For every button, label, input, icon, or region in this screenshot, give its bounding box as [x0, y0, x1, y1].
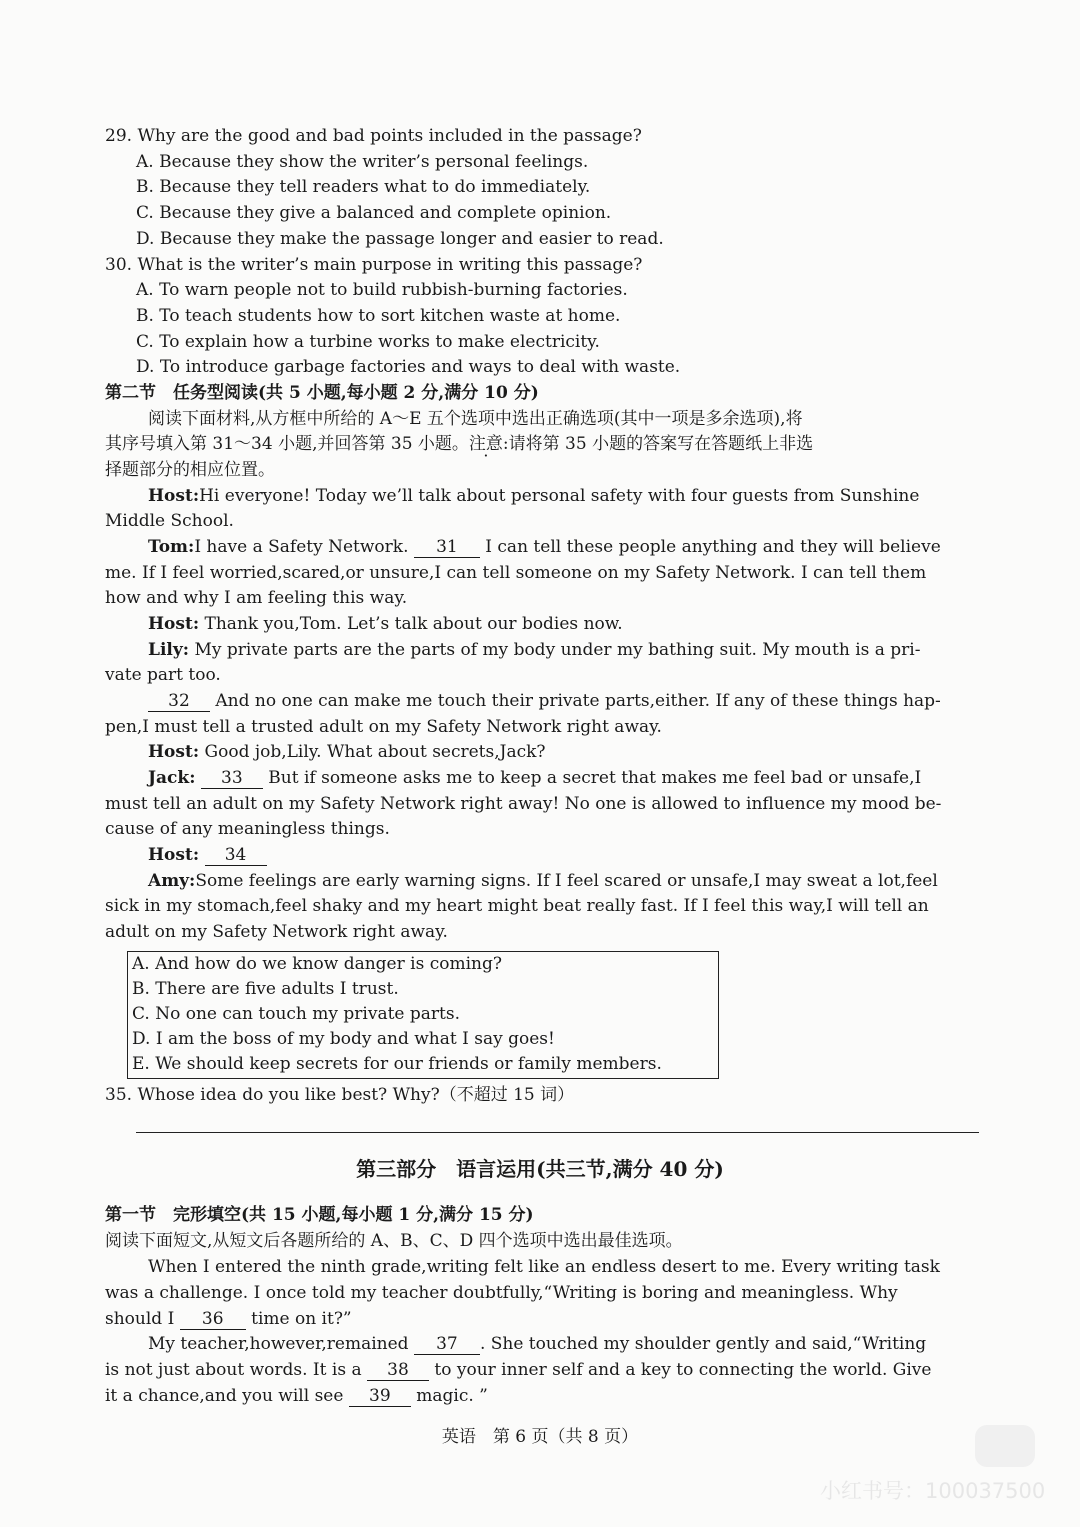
tom-line-2: me. If I feel worried,scared,or unsure,I can tell someone on my Safety Network. I can tell them	[105, 563, 927, 583]
box-option-a: A. And how do we know danger is coming?	[132, 954, 502, 974]
section2-instruction-line3: 择题部分的相应位置。	[105, 460, 275, 480]
lily-line-3: 32 And no one can make me touch their private parts,either. If any of these things hap-	[148, 689, 978, 714]
q29-option-c: C. Because they give a balanced and complete opinion.	[136, 203, 612, 223]
jack-line-2: must tell an adult on my Safety Network right away! No one is allowed to influence my mood be-	[105, 794, 942, 814]
lily-line-1: Lily: My private parts are the parts of my body under my bathing suit. My mouth is a pri-	[148, 640, 921, 660]
watermark: 小红书号：100037500	[820, 1479, 1046, 1503]
host-line-1-cont: Middle School.	[105, 511, 234, 531]
host-line-2: Host: Thank you,Tom. Let’s talk about our bodies now.	[148, 614, 623, 634]
host-line-4: Host: 34	[148, 843, 978, 868]
amy-line-1: Amy:Some feelings are early warning signs. If I feel scared or unsafe,I may sweat a lot,feel	[148, 871, 938, 891]
section2-instruction-line1: 阅读下面材料,从方框中所给的 A～E 五个选项中选出正确选项(其中一项是多余选项),将	[148, 409, 803, 429]
cloze-p1-line2: was a challenge. I once told my teacher doubtfully,“Writing is boring and meaningless. Why	[105, 1283, 898, 1303]
cloze-p1-line1: When I entered the ninth grade,writing felt like an endless desert to me. Every writing task	[148, 1257, 940, 1277]
cloze-p1-line3: should I 36 time on it?”	[105, 1309, 352, 1329]
tom-line-3: how and why I am feeling this way.	[105, 588, 408, 608]
section-divider	[136, 1132, 979, 1133]
part3-title: 第三部分 语言运用(共三节,满分 40 分)	[356, 1157, 724, 1181]
q29-stem: 29. Why are the good and bad points included in the passage?	[105, 126, 642, 146]
host-line-3: Host: Good job,Lily. What about secrets,Jack?	[148, 742, 546, 762]
cloze-p2-line2: is not just about words. It is a 38 to your inner self and a key to connecting the world. Give	[105, 1360, 932, 1380]
q29-option-a: A. Because they show the writer’s personal feelings.	[136, 152, 589, 172]
jack-line-1: Jack: 33 But if someone asks me to keep a secret that makes me feel bad or unsafe,I	[148, 768, 922, 788]
lily-line-4: pen,I must tell a trusted adult on my Safety Network right away.	[105, 717, 662, 737]
page-footer: 英语 第 6 页（共 8 页）	[441, 1427, 639, 1447]
box-option-b: B. There are five adults I trust.	[132, 979, 399, 999]
amy-line-3: adult on my Safety Network right away.	[105, 922, 448, 942]
blank-38[interactable]: 38	[367, 1360, 429, 1381]
q29-option-b: B. Because they tell readers what to do immediately.	[136, 177, 591, 197]
blank-33[interactable]: 33	[201, 768, 263, 789]
cloze-p2-line1: My teacher,however,remained 37 . She touched my shoulder gently and said,“Writing	[148, 1334, 927, 1354]
box-option-d: D. I am the boss of my body and what I say goes!	[132, 1029, 555, 1049]
q35: 35. Whose idea do you like best? Why?（不超过 15 词）	[105, 1085, 575, 1105]
cloze-p2-line3: it a chance,and you will see 39 magic. ”	[105, 1386, 488, 1406]
q30-stem: 30. What is the writer’s main purpose in writing this passage?	[105, 255, 643, 275]
box-option-e: E. We should keep secrets for our friends or family members.	[132, 1054, 662, 1074]
q30-option-c: C. To explain how a turbine works to make electricity.	[136, 332, 600, 352]
q30-option-d: D. To introduce garbage factories and ways to deal with waste.	[136, 357, 681, 377]
amy-line-2: sick in my stomach,feel shaky and my heart might beat really fast. If I feel this way,I will tell an	[105, 896, 929, 916]
blank-37[interactable]: 37	[414, 1334, 480, 1355]
options-box	[127, 951, 719, 1079]
q30-option-b: B. To teach students how to sort kitchen waste at home.	[136, 306, 621, 326]
part3-section1-instruction: 阅读下面短文,从短文后各题所给的 A、B、C、D 四个选项中选出最佳选项。	[105, 1231, 683, 1251]
watermark-logo	[975, 1425, 1035, 1467]
lily-line-2: vate part too.	[105, 665, 221, 685]
q30-option-a: A. To warn people not to build rubbish-burning factories.	[136, 280, 628, 300]
box-option-c: C. No one can touch my private parts.	[132, 1004, 460, 1024]
q29-option-d: D. Because they make the passage longer and easier to read.	[136, 229, 664, 249]
blank-31[interactable]: 31	[414, 537, 480, 558]
part3-section1-heading: 第一节 完形填空(共 15 小题,每小题 1 分,满分 15 分)	[105, 1205, 534, 1225]
section2-instruction-line2: 其序号填入第 31～34 小题,并回答第 35 小题。注意:请将第 35 小题的答案写在答题纸上非选	[105, 434, 814, 454]
blank-32[interactable]: 32	[148, 691, 210, 712]
tom-line-1: Tom:I have a Safety Network. 31 I can tell these people anything and they will believe	[148, 537, 941, 557]
blank-39[interactable]: 39	[349, 1386, 411, 1407]
section2-heading: 第二节 任务型阅读(共 5 小题,每小题 2 分,满分 10 分)	[105, 383, 539, 403]
host-line-1: Host:Hi everyone! Today we’ll talk about personal safety with four guests from Sunshine	[148, 486, 920, 506]
jack-line-3: cause of any meaningless things.	[105, 819, 390, 839]
blank-36[interactable]: 36	[180, 1309, 246, 1330]
blank-34[interactable]: 34	[205, 845, 267, 866]
